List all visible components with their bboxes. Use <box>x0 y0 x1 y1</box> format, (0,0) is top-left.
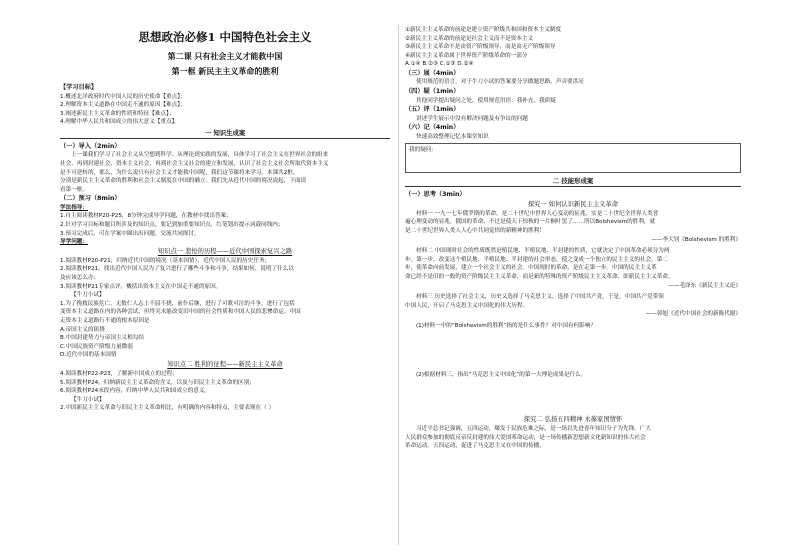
intro-line: 上一课我们学习了社会主义从空想到科学、从理论到实践的发展，具体学习了社会主义在世界社会的组来 <box>71 152 329 159</box>
k1-line: 2.阅读教材P21，找出近代中国人民为了复兴进行了哪些斗争和斗争，结果如何，说明了什么以 <box>60 266 294 273</box>
answer-option: ②新民主主义革命的前途是社会主义而不是资本主义 <box>405 35 534 42</box>
question-text: 其他同学提出疑问之处，使用规范用语：我补充、我质疑 <box>416 97 556 104</box>
knowledge-point-1-title: 知识点一 悲怆的历程——近代中国探索复兴之路 <box>157 247 293 255</box>
answer-space-1[interactable] <box>405 331 741 371</box>
review-heading: （五）评（1min） <box>405 106 460 114</box>
answer-space-2[interactable] <box>405 379 741 415</box>
objective-item: 1.概述北洋政府时代中国人民的历史使命【重点】； <box>60 93 186 100</box>
practice-line: 走资本主义道路行不通的根本原因是 <box>60 317 150 324</box>
show-heading: （三）展（4min） <box>405 69 460 77</box>
page-title: 思想政治必修1 中国特色社会主义 <box>138 30 312 44</box>
objective-item: 4.理解中华人民共和国成立的伟大意义【重点】。 <box>60 119 181 126</box>
think-heading: （一）思考（3min） <box>405 191 466 199</box>
k1-line: 及应该怎么办； <box>60 275 100 281</box>
my-questions-box[interactable] <box>405 143 741 173</box>
material-2-line: 材料二 中国现时社会的性质既然是殖民地、半殖民地、半封建的性质，它就决定了中国革命必须分为两 <box>416 248 670 255</box>
material-3-line: 材料三 历史选择了社会主义，历史又选择了马克思主义，选择了中国共产党，于是，中国共产党带领 <box>416 294 664 301</box>
k1-line: 1.阅读教材P20-P21，归纳近代中国的境况（基本国情）、近代中国人民的历史任务； <box>60 257 271 264</box>
method-heading: 学法指导： <box>60 204 88 211</box>
explore-1-title: 探究一 如何认识新民主主义革命 <box>527 200 619 208</box>
lesson-subtitle: 第二课 只有社会主义才能救中国 <box>167 51 283 61</box>
memorize-text: 快速高效整理记忆本课堂知识 <box>416 133 489 140</box>
material-2-source: ——毛泽东《新民主主义论》 <box>668 282 741 289</box>
left-column <box>60 0 390 560</box>
material-1-line: 遍心理变动的显兆。俄国的革命，不过是使天下惊秋的一片桐叶罢了……所以Bolshevism的胜利，就 <box>405 219 656 226</box>
practice-heading: 【牛刀小试】 <box>71 292 105 299</box>
explore-2-line: 革命运动。五四运动，促进了马克思主义在中国的传播， <box>405 443 545 450</box>
answer-option: ④新民主主义革命属于世界资产阶级革命的一部分 <box>405 52 528 59</box>
explore-2-title: 探究二 弘扬五四精神 永葆家国情怀 <box>523 416 623 424</box>
k2-line: 6.阅读教材P24末段内容，归纳中华人民共和国成立的意义。 <box>60 388 211 395</box>
practice-option: D.近代中国的基本国情 <box>60 352 117 359</box>
guide-heading: 导学问题： <box>60 239 88 246</box>
skill-section-heading: 二 技能形成案 <box>405 177 741 187</box>
material-3-line: 中国人民，开启了马克思主义中国化的伟大历程。 <box>405 302 529 309</box>
knowledge-section-heading: 一 知识生成案 <box>60 129 390 139</box>
show-text: 使用规范的语言，对于牛刀小试的答案要分享做题思路，声音要洪亮 <box>416 79 584 86</box>
method-line: 3.预习完成后，可在学案中圈出出问题，交流共同探讨。 <box>60 230 200 237</box>
lesson-frame-title: 第一框 新民主主义革命的胜利 <box>171 66 279 76</box>
practice-option: A.帝国主义的阻挠 <box>60 326 105 333</box>
material-2-line: 命已经不是旧的一般的资产阶级民主主义革命，而是新的特殊的资产阶级民主主义革命，即新民主主义革命。 <box>405 274 674 280</box>
question-2: (2)根据材料三，指出“马克思主义中国化”的第一大理论成果是什么。 <box>416 371 587 378</box>
objectives-heading: 【学习目标】 <box>60 84 98 91</box>
material-1-line: 材料一 一九一七年俄罗斯的革命，是二十世纪中世界人心变动的征兆。实是二十世纪全世界人类普 <box>416 210 659 217</box>
answer-choices: A.①④ B.②③ C.①③ D.②④ <box>405 61 474 68</box>
material-3-source: ——韩旭《近代中国社会的新陈代谢》 <box>645 311 741 318</box>
material-2-line: 步。第一步，改变这个殖民地、半殖民地、半封建的社会形态，使之变成一个独立的民主主义的社会。第二 <box>405 256 668 263</box>
my-questions-label: 我的疑问： <box>409 147 437 154</box>
k2-line: 4.阅读教材P22-P23，了解新中国成立的过程； <box>60 370 178 377</box>
intro-heading: （一）导入（2min） <box>60 142 121 150</box>
intro-line: 分别是新民主主义革命的胜利和社会主义制度在中国的确立。我们先从近代中国的境况说起，下面请 <box>60 178 307 185</box>
question-1: (1)材料一中的“Bolshevism的胜利”指的是什么事件？对中国有何影响？ <box>416 322 596 329</box>
method-line: 2.针对学习目标和题目所涉及的知识点，要记到加重要知识点，红笔划出提示词载同线内； <box>60 222 284 229</box>
method-line: 1.自主阅读教材P20-P25，8分钟完成导学问题，在教材中找出答案； <box>60 213 232 220</box>
objective-item: 2.理解资本主义道路在中国走不通的原因【难点】； <box>60 102 186 109</box>
intro-line: 社会、再到封建社会、资本主义社会、再到社会主义社会的建立和发展，认识了社会主义社会所取代资本主义 <box>60 160 329 167</box>
answer-option: ③新民主主义革命不是由资产阶级领导，而是由无产阶级领导 <box>405 44 556 51</box>
objective-item: 3.阐述新民主主义革命的性质和特征【难点】； <box>60 110 175 117</box>
answer-option: ①新民主主义革命的前途是建立资产阶级共和国和资本主义制度 <box>405 27 562 33</box>
practice-line: 变资本主义道路在内的各种尝试，但终究未能改变旧中国的社会性质和中国人民的悲惨命运。中国 <box>60 309 301 316</box>
k2-line: 5.阅读教材P24，归纳新民主主义革命的含义，以及与旧民主主义革命的区别； <box>60 379 255 386</box>
practice-option: C.中国民族资产阶级力量微弱 <box>60 343 133 350</box>
column-divider <box>398 25 399 545</box>
intro-line: 是不可逆转的，那么，为什么说只有社会主义才能救中国呢，我们这节课将来学习。本课共2框， <box>60 169 299 176</box>
knowledge-point-2-title: 知识点二 胜利的征程——新民主主义革命 <box>167 360 283 368</box>
preview-heading: （二）预习（8min） <box>60 195 121 203</box>
practice-option: B.中国封建势力与帝国主义相勾结 <box>60 335 144 342</box>
review-text: 讲述学生展示中没有解决问题及有争议的问题 <box>416 115 528 122</box>
explore-2-line: 人民群众参加的彻底反帝反封建的伟大爱国革命运动，是一场传播新思想新文化新知识的伟大社会 <box>405 434 646 441</box>
material-1-source: ——李大钊《Bolshevism 的胜利》 <box>651 236 741 243</box>
material-1-line: 是二十世纪世界人类人人心中共同觉悟的新精神的胜利！ <box>405 228 545 235</box>
intro-line: 看第一框。 <box>60 186 88 193</box>
practice2-line: 2.中国新民主主义革命与旧民主主义革命相比，有明确的内容和特点，主要表现在（ ） <box>60 405 275 412</box>
right-column <box>405 0 741 560</box>
material-2-line: 步，使革命向前发展，建立一个社会主义的社会。中国现时的革命，是在走第一步。中国的民主主义革 <box>405 265 657 272</box>
question-heading: （四）疑（1min） <box>405 88 460 96</box>
practice-line: 1.为了挽救民族危亡，无数仁人志士不屈不挠、前仆后继，进行了可歌可泣的斗争，进行了包括 <box>60 300 295 307</box>
explore-2-line: 习近平总书记强调，五四运动，爆发于民族危难之际，是一场以先进青年知识分子为先锋、广大 <box>416 426 651 433</box>
practice2-heading: 【牛刀小试】 <box>71 396 105 403</box>
memorize-heading: （六）记（4min） <box>405 124 460 132</box>
k1-line: 3.阅读教材P21专家点评，概括出资本主义在中国走不通的原因。 <box>60 283 222 290</box>
